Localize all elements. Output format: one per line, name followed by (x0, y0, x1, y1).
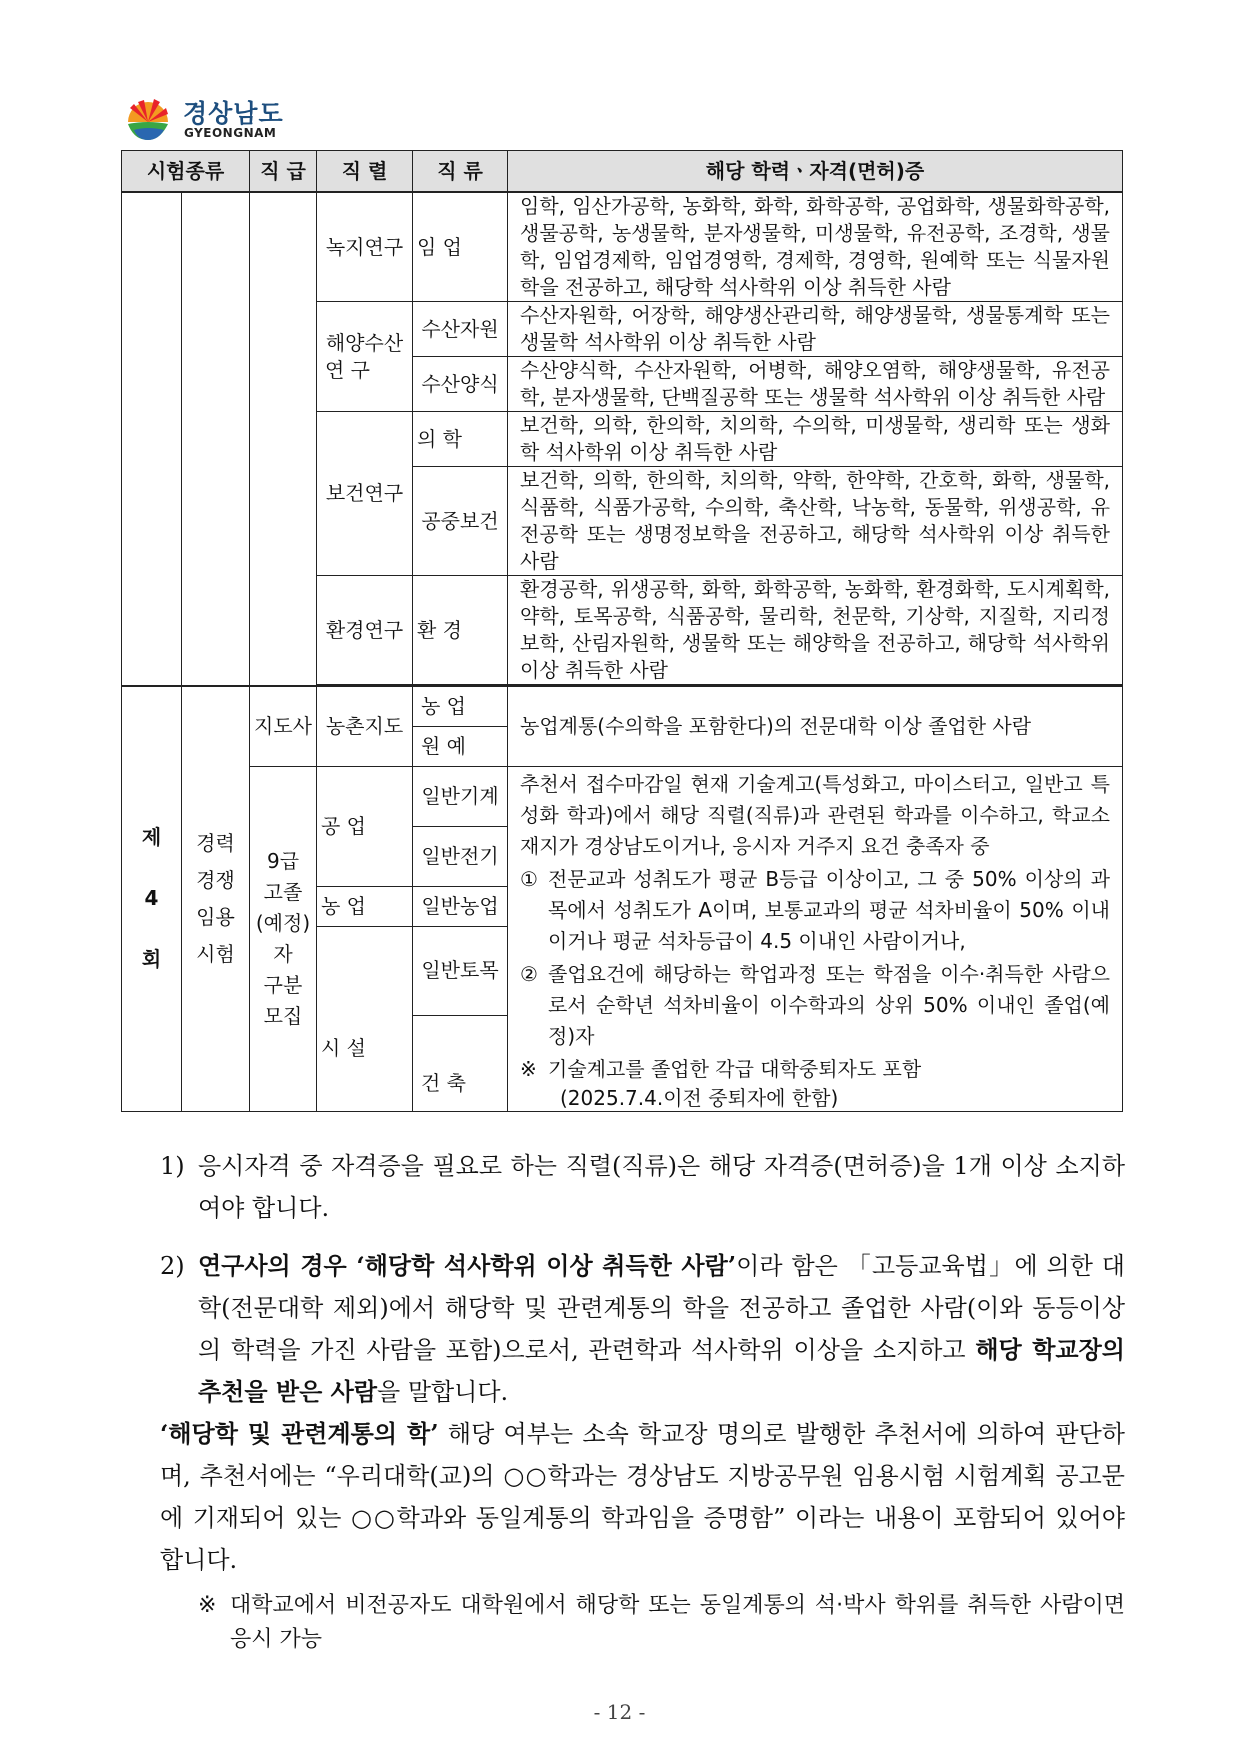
note-2-text-1: 이라 함은 「고등교육법」에 의한 대학(전문대학 제외)에서 해당학 및 관련계통의 학을 전공하고 졸업한 사람(이와 동등이상의 학력을 가진 사람을 포함)으로서, 관련학과 석사학위 이상을 소지하고 (198, 1252, 1126, 1364)
desc-aquaculture: 수산양식학, 수산자원학, 어병학, 해양오염학, 해양생물학, 유전공학, 분자생물학, 단백질공학 또는 생물학 석사학위 이상 취득한 사람 (508, 357, 1123, 412)
series-facility: 시 설 (317, 926, 413, 1111)
series-marine: 해양수산 연 구 (317, 302, 413, 412)
note-2-bold-2: 해당 학교장의 추천을 받은 사람 (198, 1335, 1125, 1406)
desc-grade9: 추천서 접수마감일 현재 기술계고(특성화고, 마이스터고, 일반고 특성화 학과)에서 해당 직렬(직류)과 관련된 학과를 이수하고, 학교소재지가 경상남도이거나, 응시자 거주지 요건 충족자 중 ① 전문교과 성취도가 평균 B등급 이상이고, 그 중 50% 이상의 과목에서 성취도가 A이며, 보통교과의 평균 석차비율이 50% 이내이거나 평균 석차등급이 4.5 이내인 사람이거나, ② 졸업요건에 해당하는 학업과정 또는 학점을 이수·취득한 사람으로서 순학년 석차비율이 이수학과의 상위 50% 이내인 졸업(예정)자 ※ 기술계고를 졸업한 각급 대학중퇴자도 포함 (2025.7.4.이전 중퇴자에 한함) (508, 766, 1123, 1111)
type-horticulture: 원 예 (413, 726, 508, 766)
header-series: 직 렬 (317, 151, 413, 193)
table-row (122, 192, 1123, 302)
series-health: 보건연구 (317, 412, 413, 576)
desc-environment: 환경공학, 위생공학, 화학, 화학공학, 농화학, 환경화학, 도시계획학, 약학, 토목공학, 식품공학, 물리학, 천문학, 기상학, 지질학, 지리정보학, 산림자원학, 생물학 또는 해양학을 전공하고, 해당학 석사학위 이상 취득한 사람 (508, 576, 1123, 685)
logo-text-korean: 경상남도 (183, 99, 284, 128)
type-general-machinery: 일반기계 (413, 766, 508, 826)
exam-type-cell-empty (122, 192, 182, 686)
page-number: - 12 - (593, 1700, 646, 1724)
desc-advisor: 농업계통(수의학을 포함한다)의 전문대학 이상 졸업한 사람 (508, 686, 1123, 766)
exam-category-career: 경력 경쟁 임용 시험 (182, 686, 250, 1111)
type-fishery-resources: 수산자원 (413, 302, 508, 357)
header-type: 직 류 (413, 151, 508, 193)
gyeongnam-emblem-icon (120, 90, 180, 146)
series-forest: 녹지연구 (317, 192, 413, 302)
note-2b-text: 해당 여부는 소속 학교장 명의로 발행한 추천서에 의하여 판단하며, 추천서에는 “우리대학(교)의 ○○학과는 경상남도 지방공무원 임용시험 시험계획 공고문에 기재되어 있는 ○○학과와 동일계통의 학과임을 증명함” 이라는 내용이 포함되어 있어야 합니다. (160, 1420, 1125, 1574)
series-environment: 환경연구 (317, 576, 413, 685)
type-architecture: 건 축 (413, 1016, 508, 1112)
type-forestry: 임 업 (413, 192, 508, 302)
table-header-row (122, 151, 1123, 193)
header-grade: 직 급 (250, 151, 317, 193)
note-2-text-2: 을 말합니다. (377, 1378, 509, 1406)
note-1: 1) 응시자격 중 자격증을 필요로 하는 직렬(직류)은 해당 자격증(면허증)을 1개 이상 소지하여야 합니다. (160, 1152, 1125, 1222)
desc-medicine: 보건학, 의학, 한의학, 치의학, 수의학, 미생물학, 생리학 또는 생화학 석사학위 이상 취득한 사람 (508, 412, 1123, 467)
desc-forestry: 임학, 임산가공학, 농화학, 화학, 화학공학, 공업화학, 생물화학공학, 생물공학, 농생물학, 분자생물학, 미생물학, 유전공학, 조경학, 생물학, 임업경제학, 임업경영학, 경제학, 경영학, 원예학 또는 식물자원학을 전공하고, 해당학 석사학위 이상 취득한 사람 (508, 192, 1123, 302)
note-3: ※ 대학교에서 비전공자도 대학원에서 해당학 또는 동일계통의 석·박사 학위를 취득한 사람이면 응시 가능 (198, 1593, 1125, 1652)
grade-cell-empty (250, 192, 317, 686)
type-general-agriculture: 일반농업 (413, 886, 508, 926)
series-rural-guidance: 농촌지도 (317, 686, 413, 766)
note-2b (160, 1413, 1125, 1581)
qualification-table (121, 150, 1123, 1112)
type-public-health: 공중보건 (413, 467, 508, 576)
table-row (122, 686, 1123, 726)
type-general-civil: 일반토목 (413, 926, 508, 1016)
series-industry: 공 업 (317, 766, 413, 886)
header-qualification: 해당 학력ㆍ자격(면허)증 (508, 151, 1123, 193)
type-aquaculture: 수산양식 (413, 357, 508, 412)
table-row (122, 766, 1123, 826)
note-2: 2) 연구사의 경우 ‘해당학 석사학위 이상 취득한 사람’이라 함은 「고등교육법」에 의한 대학(전문대학 제외)에서 해당학 및 관련계통의 학을 전공하고 졸업한 사람(이와 동등이상의 학력을 가진 사람을 포함)으로서, 관련학과 석사학위 이상을 소지하고 해당 학교장의 추천을 받은 사람을 말합니다. (160, 1251, 1126, 1406)
grade-advisor: 지도사 (250, 686, 317, 766)
series-agriculture: 농 업 (317, 886, 413, 926)
note-2b-bold: ‘해당학 및 관련계통의 학’ (160, 1419, 439, 1448)
type-medicine: 의 학 (413, 412, 508, 467)
desc-public-health: 보건학, 의학, 한의학, 치의학, 약학, 한약학, 간호학, 화학, 생물학, 식품학, 식품가공학, 수의학, 축산학, 낙농학, 동물학, 위생공학, 유전공학 또는 생명정보학을 전공하고, 해당학 석사학위 이상 취득한 사람 (508, 467, 1123, 576)
notes-section (160, 1145, 1125, 1657)
grade-9-highschool: 9급 고졸 (예정) 자 구분 모집 (250, 766, 317, 1111)
category-cell-empty (182, 192, 250, 686)
type-agriculture: 농 업 (413, 686, 508, 726)
exam-round-4: 제 4 회 (122, 686, 182, 1111)
desc-fishery-resources: 수산자원학, 어장학, 해양생산관리학, 해양생물학, 생물통계학 또는 생물학 석사학위 이상 취득한 사람 (508, 302, 1123, 357)
note-2-bold-1: 연구사의 경우 ‘해당학 석사학위 이상 취득한 사람’ (198, 1251, 737, 1280)
type-environment: 환 경 (413, 576, 508, 685)
header-exam-type: 시험종류 (122, 151, 250, 193)
logo-text-english: GYEONGNAM (184, 126, 277, 140)
type-general-electric: 일반전기 (413, 826, 508, 886)
